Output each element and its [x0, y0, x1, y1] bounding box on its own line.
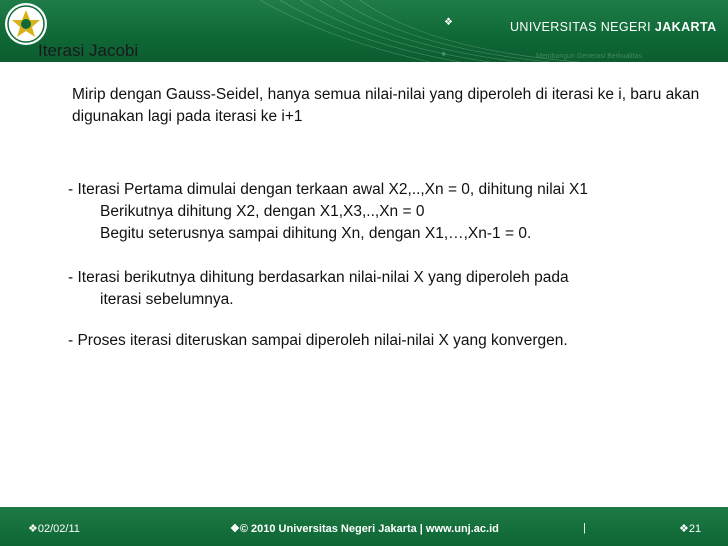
item2-line2: iterasi sebelumnya. [100, 291, 234, 308]
footer-date: ❖02/02/11 [28, 523, 80, 535]
tagline-bullet-icon: ❖ [441, 52, 447, 58]
header-bullet-icon: ❖ [444, 17, 453, 28]
university-name [510, 20, 717, 34]
footer-separator: | [583, 522, 586, 534]
slide-title: Iterasi Jacobi [38, 41, 139, 60]
tagline: Membangun Generasi Berkualitas [536, 53, 642, 60]
item1-line2: Berikutnya dihitung X2, dengan X1,X3,..,Xn = 0 [100, 203, 425, 220]
footer-copyright: ❖© 2010 Universitas Negeri Jakarta | www.unj.ac.id [230, 523, 499, 535]
university-name-light: UNIVERSITAS NEGERI [510, 20, 652, 34]
item2-line1: - Iterasi berikutnya dihitung berdasarkan nilai-nilai X yang diperoleh pada [68, 269, 569, 286]
item1-line3: Begitu seterusnya sampai dihitung Xn, dengan X1,…,Xn-1 = 0. [100, 225, 532, 242]
university-name-bold: JAKARTA [654, 20, 717, 34]
footer-page-number: ❖21 [679, 523, 702, 535]
item3-line1: - Proses iterasi diteruskan sampai diperoleh nilai-nilai X yang konvergen. [68, 332, 568, 349]
footer-bar [0, 507, 728, 546]
item1-line1: - Iterasi Pertama dimulai dengan terkaan awal X2,..,Xn = 0, dihitung nilai X1 [68, 181, 588, 198]
university-logo-icon [4, 2, 48, 46]
intro-paragraph: Mirip dengan Gauss-Seidel, hanya semua nilai-nilai yang diperoleh di iterasi ke i, baru akan digunakan lagi pada iterasi ke i+1 [72, 86, 700, 125]
